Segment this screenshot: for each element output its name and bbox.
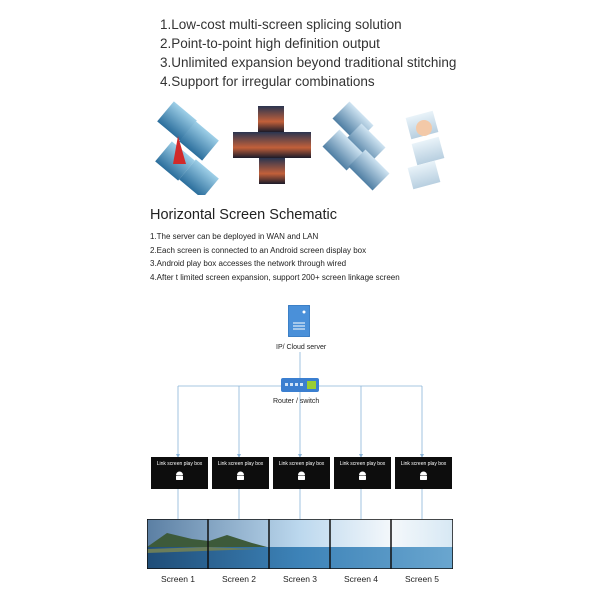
screen-label: Screen 1 [160,574,196,584]
schematic-title: Horizontal Screen Schematic [150,207,337,223]
feature-item: 3.Unlimited expansion beyond traditional stitching [160,55,457,70]
screen-label: Screen 3 [282,574,318,584]
feature-list [160,15,456,91]
play-box-label: Link screen play box [156,461,203,467]
android-icon [175,471,184,481]
feature-item: 1.Low-cost multi-screen splicing solution [160,17,402,32]
irregular-combination-showcase [0,100,600,195]
play-box-label: Link screen play box [217,461,264,467]
server-label: IP/ Cloud server [276,344,327,351]
play-box [212,457,269,489]
feature-item: 4.Support for irregular combinations [160,74,375,89]
note-item: 3.Android play box accesses the network through wired [150,259,347,268]
showcase-image-3 [322,101,389,190]
cloud-server-icon [288,305,310,337]
schematic-notes [150,230,400,284]
android-icon [358,471,367,481]
screen-label: Screen 5 [404,574,440,584]
feature-item: 2.Point-to-point high definition output [160,36,380,51]
note-item: 1.The server can be deployed in WAN and LAN [150,232,319,241]
play-box-label: Link screen play box [400,461,447,467]
showcase-image-4 [406,111,445,189]
android-icon [236,471,245,481]
play-box [334,457,391,489]
android-icon [297,471,306,481]
play-box [151,457,208,489]
screen-label: Screen 4 [343,574,379,584]
screen-wall [147,519,453,569]
router-switch-icon [281,378,319,392]
note-item: 4.After t limited screen expansion, support 200+ screen linkage screen [150,272,400,282]
android-icon [419,471,428,481]
note-item: 2.Each screen is connected to an Android screen display box [150,245,367,255]
showcase-image-2 [233,106,311,184]
showcase-image-1 [155,101,219,195]
play-box-label: Link screen play box [339,461,386,467]
play-box [273,457,330,489]
play-box [395,457,452,489]
screen-label: Screen 2 [221,574,257,584]
router-label: Router / switch [273,398,320,405]
play-box-label: Link screen play box [278,461,325,467]
